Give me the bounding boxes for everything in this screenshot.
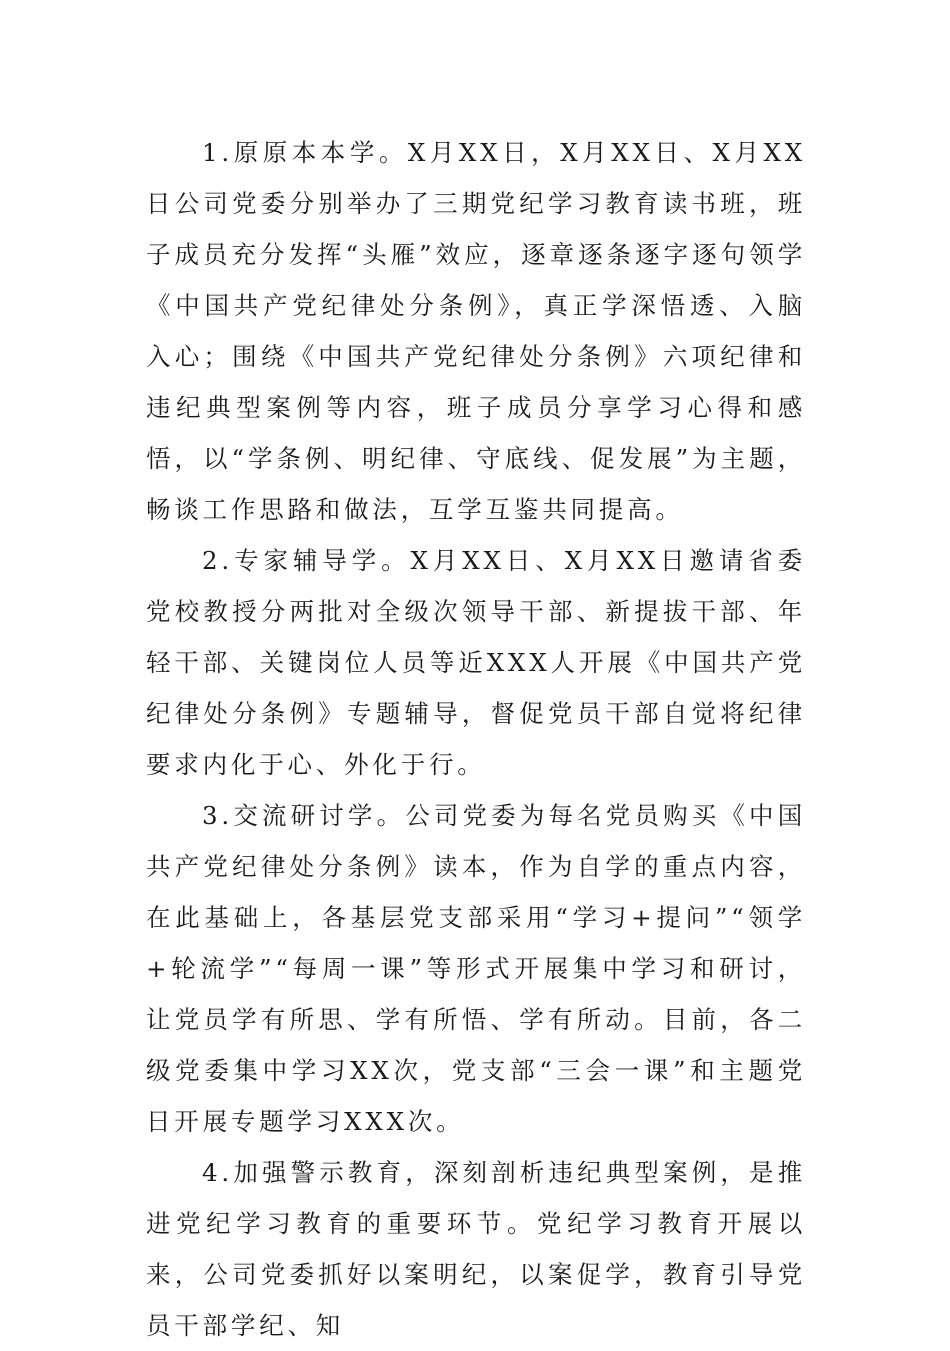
paragraph-3: 3.交流研讨学。公司党委为每名党员购买《中国共产党纪律处分条例》读本，作为自学的重点内容，在此基础上，各基层党支部采用“学习+提问”“领学+轮流学”“每周一课”等形式开展集中学习和研讨，让党员学有所思、学有所悟、学有所动。目前，各二级党委集中学习XX次，党支部“三会一课”和主题党日开展专题学习XXX次。	[146, 801, 806, 1136]
paragraph-1: 1.原原本本学。X月XX日，X月XX日、X月XX日公司党委分别举办了三期党纪学习教育读书班，班子成员充分发挥“头雁”效应，逐章逐条逐字逐句领学《中国共产党纪律处分条例》，真正学深悟透、入脑入心；围绕《中国共产党纪律处分条例》六项纪律和违纪典型案例等内容，班子成员分享学习心得和感悟，以“学条例、明纪律、守底线、促发展”为主题，畅谈工作思路和做法，互学互鉴共同提高。	[146, 138, 806, 524]
paragraph-4: 4.加强警示教育，深刻剖析违纪典型案例，是推进党纪学习教育的重要环节。党纪学习教育开展以来，公司党委抓好以案明纪，以案促学，教育引导党员干部学纪、知	[146, 1158, 806, 1340]
document-body	[146, 127, 806, 1351]
paragraph-2: 2.专家辅导学。X月XX日、X月XX日邀请省委党校教授分两批对全级次领导干部、新提拔干部、年轻干部、关键岗位人员等近XXX人开展《中国共产党纪律处分条例》专题辅导，督促党员干部自觉将纪律要求内化于心、外化于行。	[146, 546, 806, 779]
